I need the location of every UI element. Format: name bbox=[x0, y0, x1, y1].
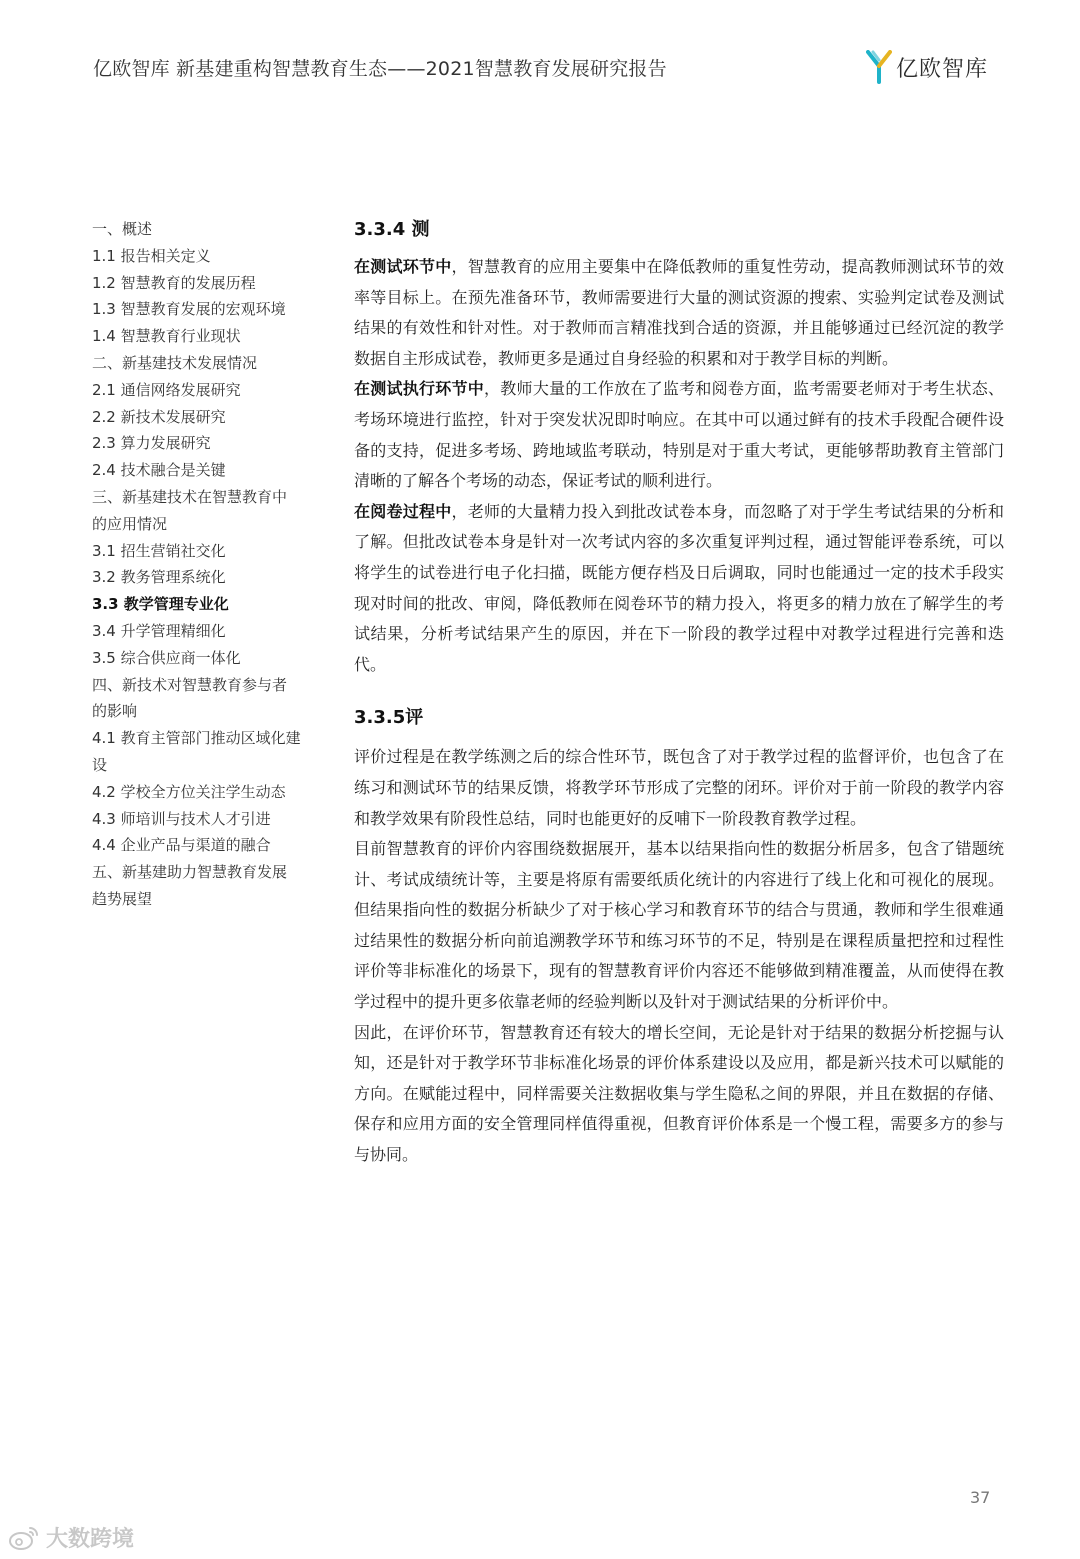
toc-item-active[interactable]: 3.3 教学管理专业化 bbox=[92, 595, 229, 614]
toc-item[interactable]: 一、概述 bbox=[92, 220, 153, 238]
toc-item[interactable]: 2.2 新技术发展研究 bbox=[92, 407, 226, 426]
brand-logo bbox=[866, 50, 988, 84]
paragraph bbox=[354, 374, 1004, 496]
report-title: 亿欧智库 新基建重构智慧教育生态——2021智慧教育发展研究报告 bbox=[93, 58, 667, 80]
paragraph bbox=[354, 252, 1004, 374]
toc-item[interactable]: 2.4 技术融合是关键 bbox=[92, 461, 226, 480]
toc-item[interactable]: 2.3 算力发展研究 bbox=[92, 434, 211, 453]
toc-item[interactable]: 四、新技术对智慧教育参与者 bbox=[92, 675, 288, 694]
paragraph-body: ，老师的大量精力投入到批改试卷本身，而忽略了对于学生考试结果的分析和了解。但批改试卷本身是针对一次考试内容的多次重复评判过程，通过智能评卷系统，可以将学生的试卷进行电子化扫描，既能方便存档及日后调取，同时也能通过一定的技术手段实现对时间的批改、审阅，降低教师在阅卷环节的精力投入，将更多的精力放在了解学生的考试结果，分析考试结果产生的原因，并在下一阶段的教学过程中对教学过程进行完善和迭代。 bbox=[354, 501, 1004, 674]
paragraph-body: ，智慧教育的应用主要集中在降低教师的重复性劳动，提高教师测试环节的效率等目标上。在预先准备环节，教师需要进行大量的测试资源的搜索、实验判定试卷及测试结果的有效性和针对性。对于教师而言精准找到合适的资源，并且能够通过已经沉淀的教学数据自主形成试卷，教师更多是通过自身经验的积累和对于教学目标的判断。 bbox=[354, 257, 1004, 368]
paragraph-body: ，教师大量的工作放在了监考和阅卷方面，监考需要老师对于考生状态、考场环境进行监控，针对于突发状况即时响应。在其中可以通过鲜有的技术手段配合硬件设备的支持，促进多考场、跨地域监考联动，特别是对于重大考试，更能够帮助教育主管部门清晰的了解各个考场的动态，保证考试的顺利进行。 bbox=[354, 379, 1004, 491]
paragraph-lead: 在测试环节中 bbox=[354, 257, 452, 276]
section-evaluate bbox=[354, 704, 1004, 1170]
toc-item[interactable]: 4.2 学校全方位关注学生动态 bbox=[92, 782, 286, 801]
section-heading: 3.3.4 测 bbox=[354, 219, 430, 240]
toc-item[interactable]: 1.3 智慧教育发展的宏观环境 bbox=[92, 300, 286, 319]
paragraph bbox=[354, 497, 1004, 681]
section-test bbox=[354, 216, 1004, 680]
paragraph-lead: 在阅卷过程中 bbox=[354, 501, 452, 521]
watermark bbox=[8, 1522, 134, 1553]
page-number: 37 bbox=[970, 1488, 991, 1507]
paragraph: 评价过程是在教学练测之后的综合性环节，既包含了对于教学过程的监督评价，也包含了在练习和测试环节的结果反馈，将教学环节形成了完整的闭环。评价对于前一阶段的教学内容和教学效果有阶段性总结，同时也能更好的反哺下一阶段教育教学过程。 bbox=[354, 747, 1004, 828]
toc-item[interactable]: 1.4 智慧教育行业现状 bbox=[92, 327, 241, 346]
toc-item[interactable]: 设 bbox=[92, 755, 108, 774]
main-content bbox=[354, 216, 1004, 1171]
toc-item[interactable]: 趋势展望 bbox=[92, 889, 153, 908]
toc-item[interactable]: 1.2 智慧教育的发展历程 bbox=[92, 273, 256, 292]
toc-item[interactable]: 4.4 企业产品与渠道的融合 bbox=[92, 836, 271, 855]
toc-item[interactable]: 3.1 招生营销社交化 bbox=[92, 541, 226, 560]
section-heading: 3.3.5评 bbox=[354, 707, 424, 729]
paragraph-lead: 在测试执行环节中 bbox=[354, 379, 485, 399]
toc-item[interactable]: 三、新基建技术在智慧教育中 bbox=[92, 487, 288, 506]
yiou-y-logo-icon bbox=[866, 50, 892, 84]
watermark-text: 大数跨境 bbox=[46, 1527, 135, 1552]
toc-item[interactable]: 二、新基建技术发展情况 bbox=[92, 353, 258, 372]
toc-item[interactable]: 3.4 升学管理精细化 bbox=[92, 621, 226, 640]
paragraph: 目前智慧教育的评价内容围绕数据展开，基本以结果指向性的数据分析居多，包含了错题统计、考试成绩统计等，主要是将原有需要纸质化统计的内容进行了线上化和可视化的展现。但结果指向性的数据分析缺少了对于核心学习和教育环节的结合与贯通，教师和学生很难通过结果性的数据分析向前追溯教学环节和练习环节的不足，特别是在课程质量把控和过程性评价等非标准化的场景下，现有的智慧教育评价内容还不能够做到精准覆盖，从而使得在教学过程中的提升更多依靠老师的经验判断以及针对于测试结果的分析评价中。 bbox=[354, 839, 1004, 1012]
toc-item[interactable]: 3.5 综合供应商一体化 bbox=[92, 648, 241, 667]
toc-item[interactable]: 4.1 教育主管部门推动区域化建 bbox=[92, 729, 301, 748]
paragraph: 因此，在评价环节，智慧教育还有较大的增长空间，无论是针对于结果的数据分析挖掘与认知，还是针对于教学环节非标准化场景的评价体系建设以及应用，都是新兴技术可以赋能的方向。在赋能过程中，同样需要关注数据收集与学生隐私之间的界限，并且在数据的存储、保存和应用方面的安全管理同样值得重视，但教育评价体系是一个慢工程，需要多方的参与与协同。 bbox=[354, 1022, 1004, 1165]
weibo-icon bbox=[8, 1525, 40, 1551]
toc-item[interactable]: 五、新基建助力智慧教育发展 bbox=[92, 863, 288, 882]
toc-item[interactable]: 2.1 通信网络发展研究 bbox=[92, 380, 241, 399]
toc-item[interactable]: 的应用情况 bbox=[92, 514, 168, 533]
logo-text: 亿欧智库 bbox=[896, 56, 989, 82]
table-of-contents bbox=[92, 216, 322, 913]
toc-item[interactable]: 4.3 师培训与技术人才引进 bbox=[92, 809, 271, 828]
toc-item[interactable]: 3.2 教务管理系统化 bbox=[92, 568, 226, 587]
toc-item[interactable]: 的影响 bbox=[92, 702, 138, 721]
toc-item[interactable]: 1.1 报告相关定义 bbox=[92, 246, 211, 265]
